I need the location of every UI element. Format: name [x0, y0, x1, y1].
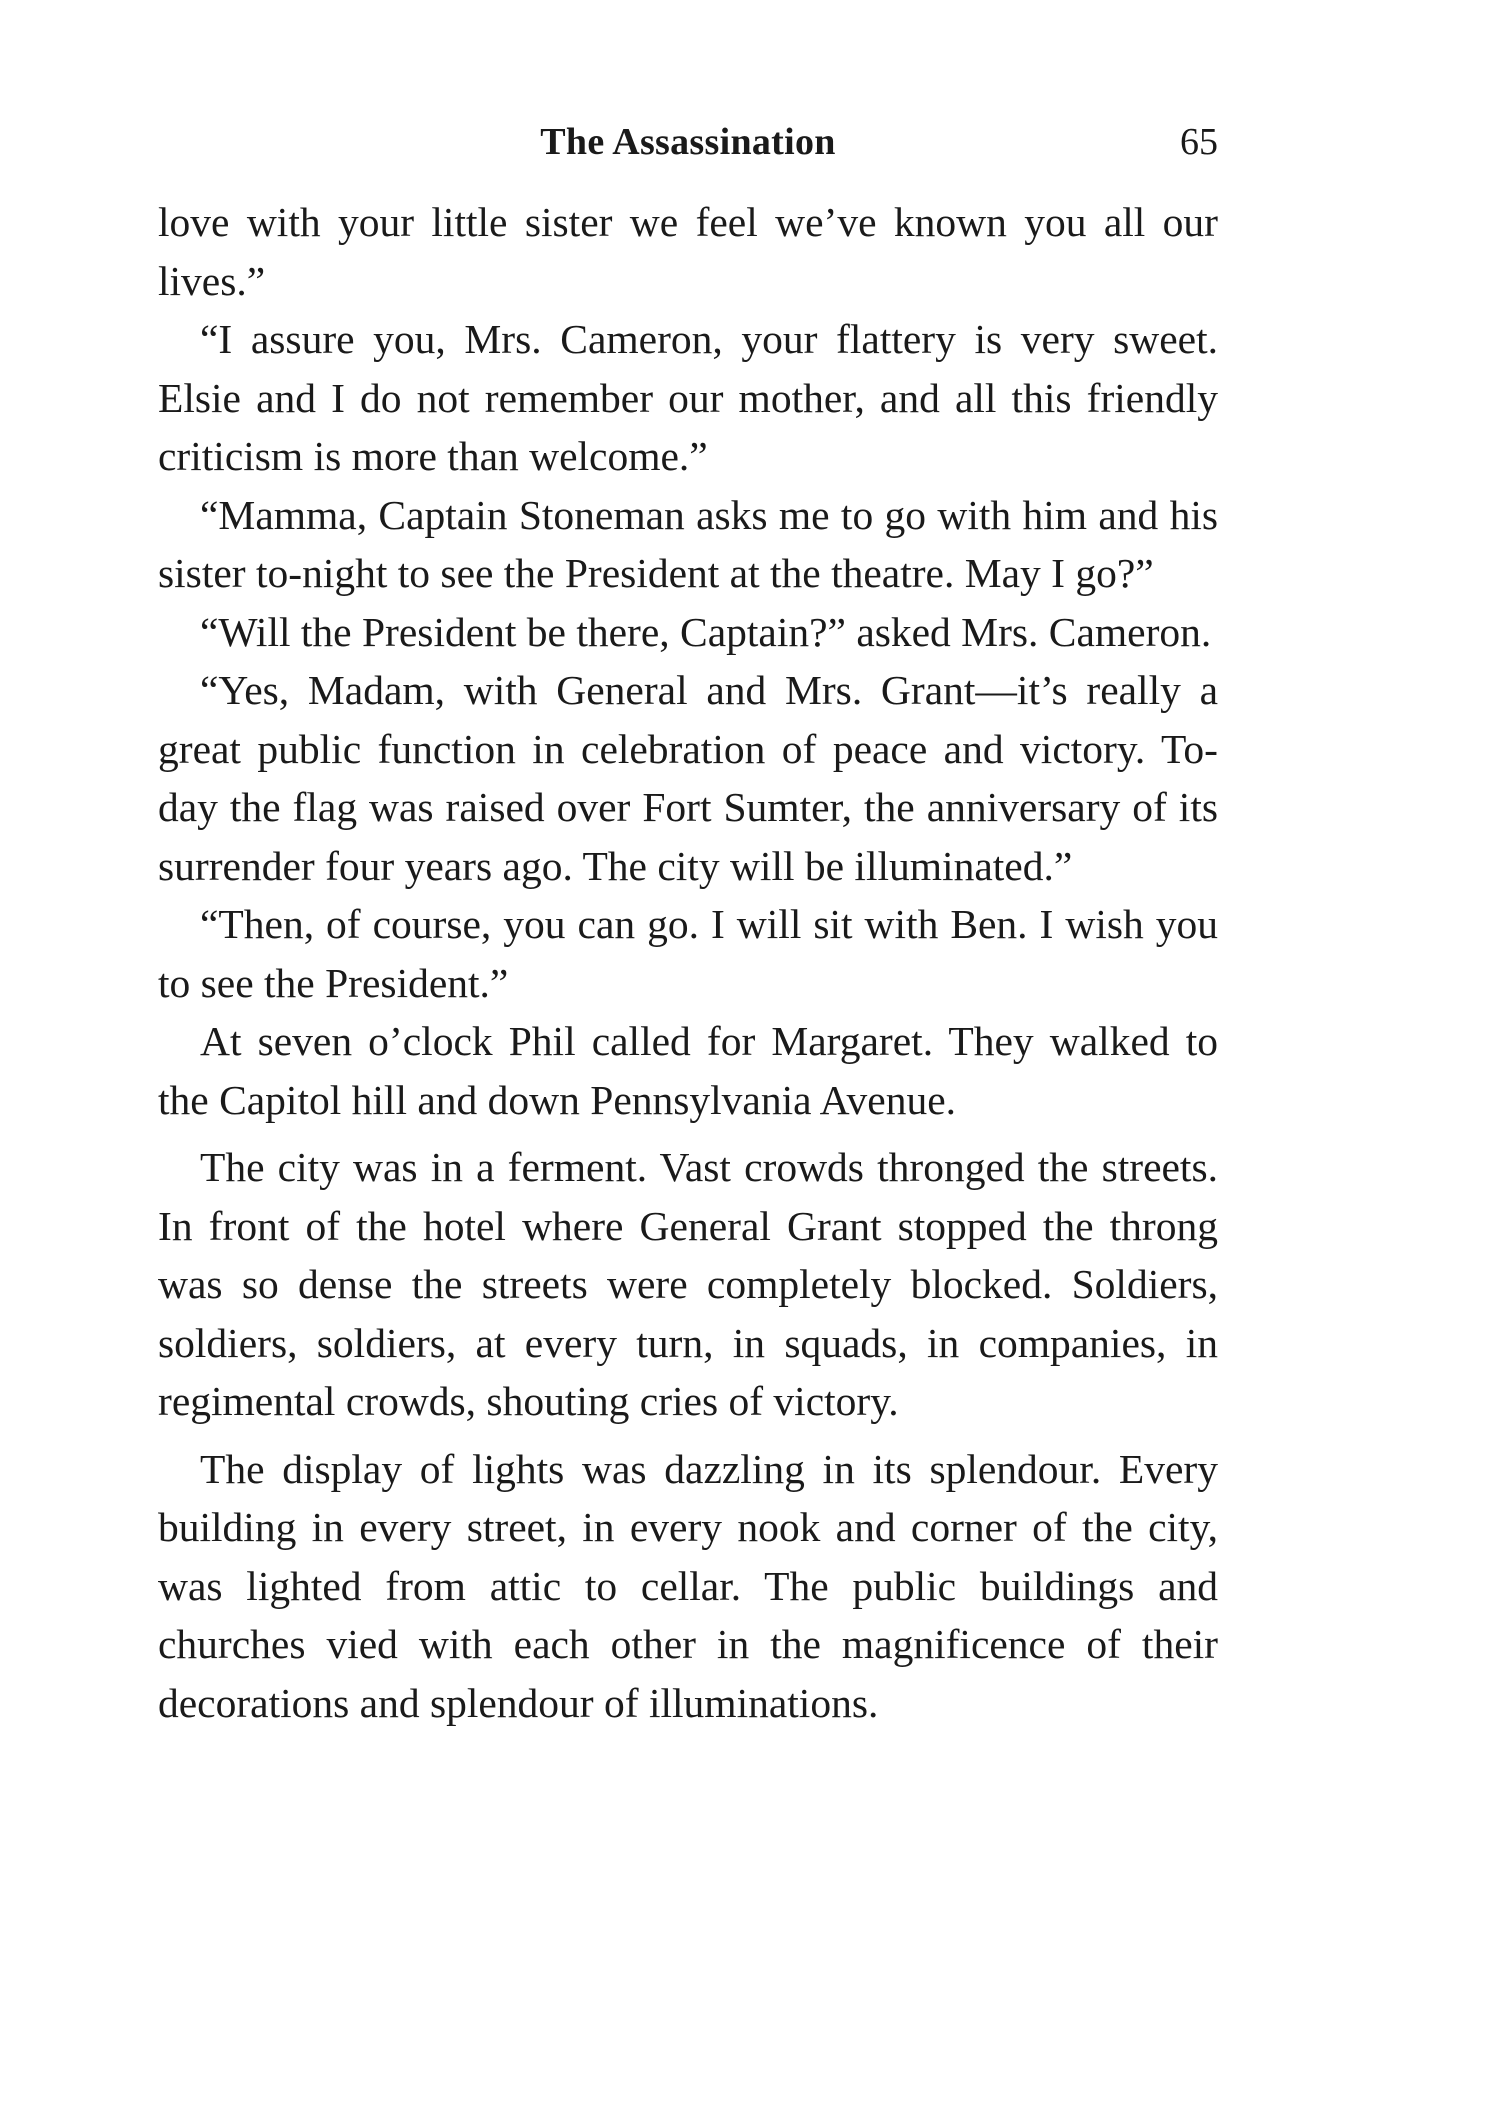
page-number: 65: [1180, 121, 1218, 163]
paragraph-8: The city was in a ferment. Vast crowds thronged the streets. In front of the hotel where General Grant stopped the throng was so dense the streets were completely blocked. Soldiers, soldiers, soldiers, at every turn, in squads, in companies, in regimental crowds, shouting cries of victory.: [158, 1144, 1218, 1424]
paragraph-9: The display of lights was dazzling in its splendour. Every building in every street, in every nook and corner of the city, was lighted from attic to cellar. The public buildings and churches vied with each other in the magnificence of their decorations and splendour of illuminations.: [158, 1445, 1218, 1726]
paragraph-1: love with your little sister we feel we’ve known you all our lives.”: [158, 199, 1218, 304]
chapter-title: The Assassination: [540, 121, 836, 163]
paragraph-5: “Yes, Madam, with General and Mrs. Grant—it’s really a great public function in celebration of peace and victory. To-day the flag was raised over Fort Sumter, the anniversary of its surrender four years ago. The city will be illuminated.”: [158, 667, 1218, 889]
paragraph-7: At seven o’clock Phil called for Margaret. They walked to the Capitol hill and down Pennsylvania Avenue.: [158, 1018, 1218, 1123]
paragraph-6: “Then, of course, you can go. I will sit with Ben. I wish you to see the President.”: [158, 901, 1218, 1006]
paragraph-3: “Mamma, Captain Stoneman asks me to go with him and his sister to-night to see the President at the theatre. May I go?”: [158, 491, 1218, 596]
body-text: [158, 193, 1218, 1732]
paragraph-2: “I assure you, Mrs. Cameron, your flattery is very sweet. Elsie and I do not remember our mother, and all this friendly criticism is more than welcome.”: [158, 316, 1218, 479]
running-header: [158, 112, 1218, 172]
paragraph-4: “Will the President be there, Captain?” asked Mrs. Cameron.: [200, 608, 1212, 655]
